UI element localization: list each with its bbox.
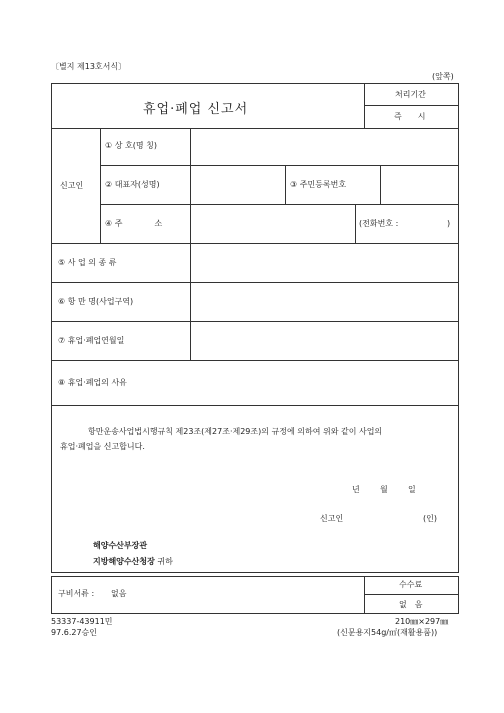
phone-label: (전화번호 : — [359, 219, 399, 228]
representative-label: ② 대표자(성명) — [105, 180, 160, 189]
recipient-honorific: 귀하 — [157, 557, 173, 566]
signature-label: 신고인 — [320, 514, 344, 523]
date-day: 일 — [408, 485, 416, 494]
fee-value: 없 음 — [399, 600, 423, 609]
processing-value: 즉 시 — [394, 112, 426, 121]
port-name-label: ⑥ 항 만 명(사업구역) — [58, 297, 134, 306]
date-month: 월 — [380, 485, 388, 494]
fee-label: 수수료 — [399, 580, 423, 589]
divider — [100, 204, 459, 205]
resident-number-label: ③ 주민등록번호 — [290, 180, 347, 189]
address-label: ④ 주 소 — [105, 219, 163, 228]
phone-close: ) — [447, 219, 451, 228]
paper-spec: (신문용지54g/㎡(재활용품)) — [337, 628, 438, 637]
representative-field[interactable] — [192, 167, 283, 202]
statement-line-2: 휴업·폐업을 신고합니다. — [60, 442, 145, 451]
divider — [364, 83, 365, 128]
required-docs-label: 구비서류 : — [58, 589, 95, 598]
divider — [100, 165, 459, 166]
seal-mark: (인) — [423, 514, 437, 523]
business-type-field[interactable] — [192, 245, 457, 280]
divider — [100, 128, 101, 243]
closure-date-label: ⑦ 휴업·폐업연월일 — [58, 336, 125, 345]
divider — [364, 594, 459, 595]
divider — [51, 405, 459, 406]
divider — [364, 576, 365, 614]
divider — [51, 321, 459, 322]
approval-date: 97.6.27승인 — [51, 628, 97, 637]
divider — [51, 243, 459, 244]
form-title: 휴업·폐업 신고서 — [143, 102, 249, 117]
divider — [285, 165, 286, 204]
resident-number-field[interactable] — [382, 167, 457, 202]
divider — [51, 282, 459, 283]
recipient-minister: 해양수산부장관 — [93, 541, 148, 550]
recipient-regional — [93, 558, 173, 566]
divider — [51, 360, 459, 361]
processing-label: 처리기간 — [395, 90, 426, 99]
side-label: (앞쪽) — [432, 72, 454, 81]
closure-reason-label: ⑧ 휴업·폐업의 사유 — [58, 378, 127, 387]
date-year: 년 — [352, 485, 360, 494]
paper-size: 210㎜×297㎜ — [395, 617, 449, 626]
divider — [355, 204, 356, 243]
statement-line-1: 항만운송사업법시행규칙 제23조(제27조·제29조)의 규정에 의하여 위와 같이 사업의 — [88, 427, 383, 436]
divider — [380, 165, 381, 204]
divider — [364, 105, 459, 106]
business-name-label: ① 상 호(명 칭) — [105, 141, 157, 150]
closure-reason-field[interactable] — [192, 362, 457, 403]
port-name-field[interactable] — [192, 284, 457, 319]
business-type-label: ⑤ 사 업 의 종 류 — [58, 258, 117, 267]
recipient-regional-name: 지방해양수산청장 — [93, 557, 155, 566]
required-docs-value: 없음 — [111, 589, 127, 598]
business-name-field[interactable] — [192, 130, 457, 163]
applicant-label: 신고인 — [60, 181, 84, 190]
address-field[interactable] — [192, 206, 353, 241]
form-code: 53337-43911민 — [51, 617, 113, 626]
form-number: 〔별지 제13호서식〕 — [51, 62, 127, 71]
divider — [190, 128, 191, 360]
closure-date-field[interactable] — [192, 323, 457, 358]
divider — [51, 128, 459, 129]
